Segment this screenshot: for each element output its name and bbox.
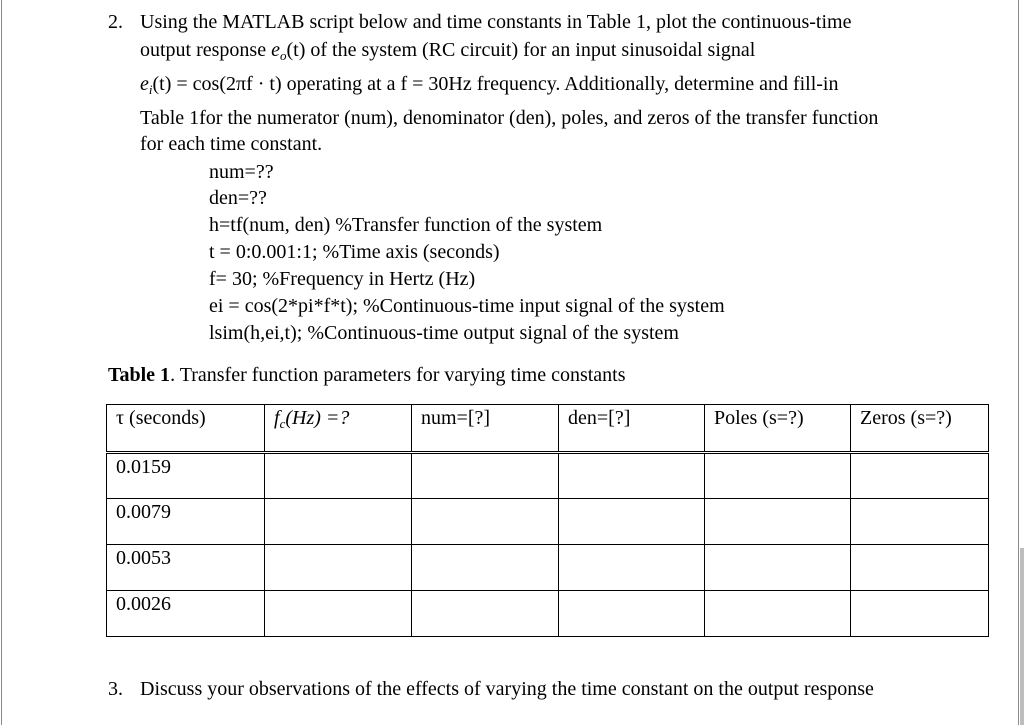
tau-value: 0.0159: [107, 453, 265, 499]
table-row: [107, 453, 989, 499]
question-2-number: 2.: [108, 11, 123, 33]
table-row: [107, 591, 989, 637]
page-border-right: [1018, 0, 1019, 725]
frequency-formula: f = 30Hz: [400, 73, 472, 95]
den-cell: [559, 545, 705, 591]
den-cell: [559, 453, 705, 499]
code-line-tf: h=tf(num, den) %Transfer function of the system: [209, 214, 603, 236]
tau-value: 0.0026: [107, 591, 265, 637]
num-cell: [412, 545, 559, 591]
zeros-cell: [851, 591, 989, 637]
table-header-row: [107, 405, 989, 453]
zeros-cell: [851, 545, 989, 591]
cutoff-cell: [265, 453, 412, 499]
zeros-cell: [851, 499, 989, 545]
num-cell: [412, 453, 559, 499]
tau-value: 0.0079: [107, 499, 265, 545]
code-line-den: den=??: [209, 187, 267, 209]
header-tau: τ (seconds): [107, 405, 265, 453]
zeros-cell: [851, 453, 989, 499]
question-2-line-4: Table 1for the numerator (num), denominator (den), poles, and zeros of the transfer function: [140, 107, 879, 129]
table-row: [107, 545, 989, 591]
poles-cell: [705, 545, 851, 591]
cutoff-cell: [265, 591, 412, 637]
question-3-number: 3.: [108, 678, 123, 700]
question-2-line-3: $e_i(t) = \cos(2\pi f \cdot t)$ operating at a f = 30Hz frequency. Additionally, determine and fill-in: [140, 73, 839, 97]
header-cutoff-frequency: $f_c(Hz)$ =?: [265, 405, 412, 453]
poles-cell: [705, 453, 851, 499]
header-zeros: Zeros (s=?): [851, 405, 989, 453]
header-den: den=[?]: [559, 405, 705, 453]
header-poles: Poles (s=?): [705, 405, 851, 453]
cutoff-cell: [265, 499, 412, 545]
question-2-line-5: for each time constant.: [140, 133, 323, 155]
num-cell: [412, 499, 559, 545]
poles-cell: [705, 499, 851, 545]
page-border-left: [1, 0, 2, 725]
header-num: num=[?]: [412, 405, 559, 453]
question-2-line-2: output response $e_o(t)$ of the system (RC circuit) for an input sinusoidal signal: [140, 39, 756, 63]
question-3-text: Discuss your observations of the effects of varying the time constant on the output response: [140, 678, 874, 700]
code-line-time: t = 0:0.001:1; %Time axis (seconds): [209, 241, 500, 263]
output-signal-symbol: $e_o(t)$: [271, 39, 306, 63]
den-cell: [559, 499, 705, 545]
input-signal-formula: $e_i(t) = \cos(2\pi f \cdot t)$: [140, 73, 282, 97]
cutoff-cell: [265, 545, 412, 591]
num-cell: [412, 591, 559, 637]
den-cell: [559, 591, 705, 637]
code-line-lsim: lsim(h,ei,t); %Continuous-time output signal of the system: [209, 322, 679, 344]
code-line-num: num=??: [209, 161, 274, 183]
code-line-frequency: f= 30; %Frequency in Hertz (Hz): [209, 268, 476, 290]
poles-cell: [705, 591, 851, 637]
parameters-table: [106, 404, 989, 637]
tau-value: 0.0053: [107, 545, 265, 591]
question-2-line-1: Using the MATLAB script below and time constants in Table 1, plot the continuous-time: [140, 11, 852, 33]
scrollbar-thumb[interactable]: [1020, 548, 1024, 725]
table-row: [107, 499, 989, 545]
code-line-input: ei = cos(2*pi*f*t); %Continuous-time input signal of the system: [209, 295, 725, 317]
table-caption: Table 1. Transfer function parameters for varying time constants: [108, 364, 626, 386]
